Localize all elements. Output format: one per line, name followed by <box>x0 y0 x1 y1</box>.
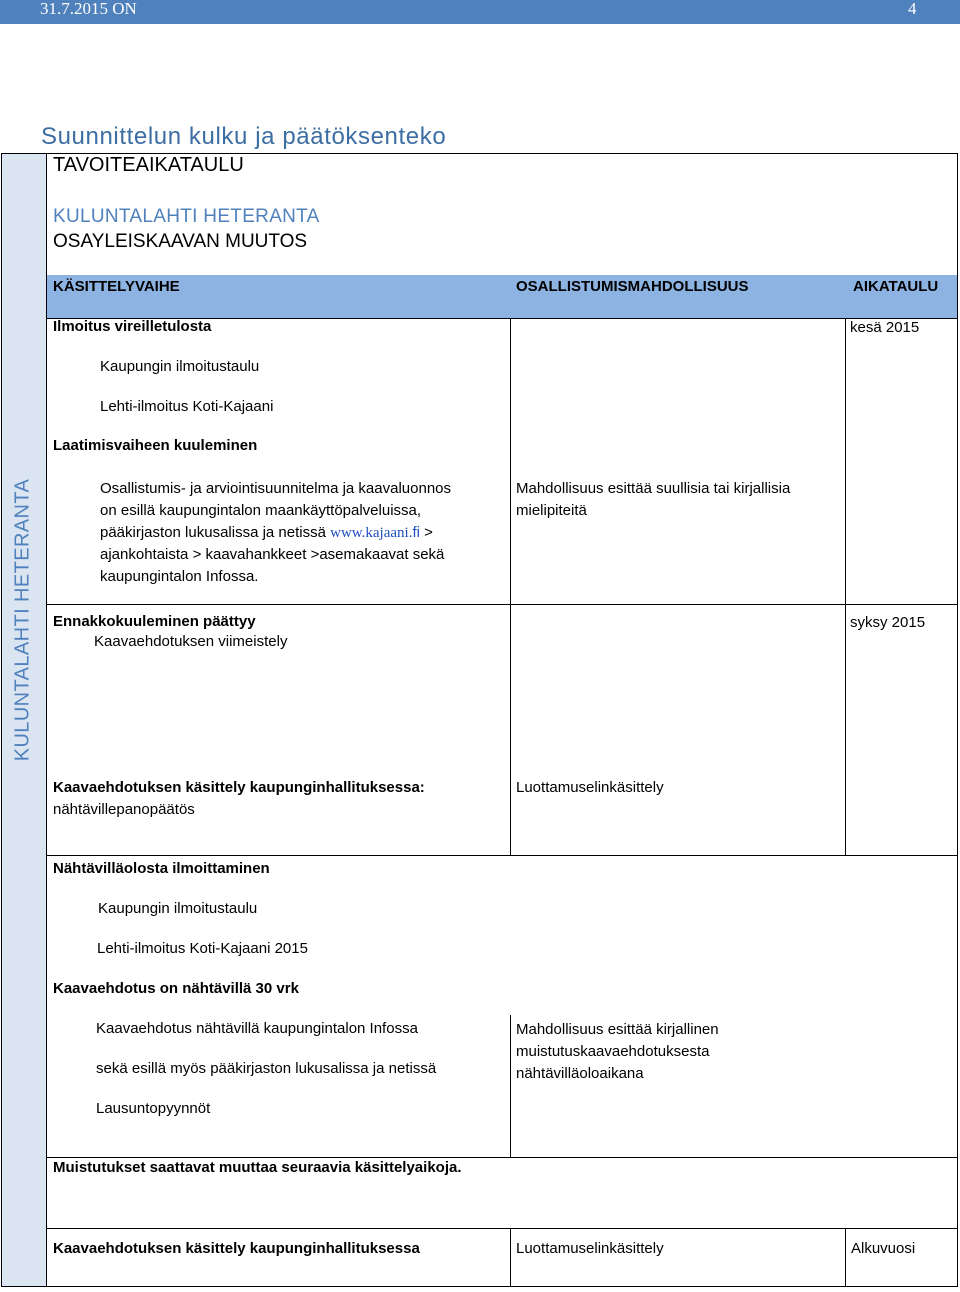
kajaani-link-suffix[interactable]: fi <box>412 524 420 541</box>
section1-description <box>100 478 451 588</box>
section1-desc-line3-tail: > <box>419 524 433 541</box>
section1-schedule: kesä 2015 <box>850 319 920 336</box>
kajaani-link[interactable]: www.kajaani. <box>330 525 413 541</box>
section3-item-newspaper: Lehti-ilmoitus Koti-Kajaani 2015 <box>97 940 308 957</box>
section1-subtitle: Laatimisvaiheen kuuleminen <box>53 437 258 454</box>
section1-item-notice-board: Kaupungin ilmoitustaulu <box>100 358 260 375</box>
plan-title: OSAYLEISKAAVAN MUUTOS <box>53 231 308 252</box>
column-header-schedule: AIKATAULU <box>853 278 939 295</box>
section3-item-library: sekä esillä myös pääkirjaston lukusalissa ja netissä <box>96 1060 437 1077</box>
page-date-label: 31.7.2015 ON <box>40 0 137 18</box>
section3-item-notice-board: Kaupungin ilmoitustaulu <box>98 900 258 917</box>
section3-participation-line3: nähtävilläoloaikana <box>516 1065 644 1082</box>
section1-desc-line2: on esillä kaupungintalon maankäyttöpalveluissa, <box>100 502 422 519</box>
section1-title: Ilmoitus vireilletulosta <box>53 318 212 335</box>
area-title: KULUNTALAHTI HETERANTA <box>53 206 320 227</box>
section1-desc-line4: ajankohtaista > kaavahankkeet >asemakaavat sekä <box>100 546 445 563</box>
note-text: Muistutukset saattavat muuttaa seuraavia käsittelyaikoja. <box>53 1159 462 1176</box>
section1-desc-line3-text: pääkirjaston lukusalissa ja netissä <box>100 524 331 541</box>
section2-handling-item: nähtävillepanopäätös <box>53 801 195 818</box>
section1-participation <box>516 478 790 522</box>
section3-item-info: Kaavaehdotus nähtävillä kaupungintalon Infossa <box>96 1020 418 1037</box>
final-row-participation: Luottamuselinkäsittely <box>516 1240 664 1257</box>
section3-participation <box>516 1019 719 1085</box>
section2-item: Kaavaehdotuksen viimeistely <box>94 633 288 650</box>
section2-schedule: syksy 2015 <box>850 614 926 631</box>
sidebar-label: KULUNTALAHTI HETERANTA <box>11 478 34 762</box>
section1-participation-line2: mielipiteitä <box>516 502 587 519</box>
final-row-phase: Kaavaehdotuksen käsittely kaupunginhallituksessa <box>53 1240 420 1257</box>
section1-item-newspaper: Lehti-ilmoitus Koti-Kajaani <box>100 398 274 415</box>
section2-handling-title: Kaavaehdotuksen käsittely kaupunginhallituksessa: <box>53 779 425 796</box>
section2-handling-participation: Luottamuselinkäsittely <box>516 779 664 796</box>
page-number: 4 <box>908 0 917 18</box>
document-subtitle: TAVOITEAIKATAULU <box>53 154 244 176</box>
table-header-band <box>47 275 957 319</box>
section3-title: Nähtävilläolosta ilmoittaminen <box>53 860 270 877</box>
section3-item-statements: Lausuntopyynnöt <box>96 1100 211 1117</box>
section1-desc-line3 <box>100 522 451 544</box>
document-title: Suunnittelun kulku ja päätöksenteko <box>41 123 447 150</box>
section3-participation-line1: Mahdollisuus esittää kirjallinen <box>516 1021 719 1038</box>
section1-desc-line1: Osallistumis- ja arviointisuunnitelma ja kaavaluonnos <box>100 480 451 497</box>
page-header-bar <box>0 0 960 24</box>
section1-desc-line5: kaupungintalon Infossa. <box>100 568 259 585</box>
column-header-participation: OSALLISTUMISMAHDOLLISUUS <box>516 278 749 295</box>
section3-participation-line2: muistutuskaavaehdotuksesta <box>516 1043 710 1060</box>
final-row-schedule: Alkuvuosi <box>851 1240 916 1257</box>
section1-participation-line1: Mahdollisuus esittää suullisia tai kirjallisia <box>516 480 791 497</box>
column-header-phase: KÄSITTELYVAIHE <box>53 278 180 295</box>
section2-title: Ennakkokuuleminen päättyy <box>53 613 256 630</box>
section3-subtitle: Kaavaehdotus on nähtävillä 30 vrk <box>53 980 299 997</box>
